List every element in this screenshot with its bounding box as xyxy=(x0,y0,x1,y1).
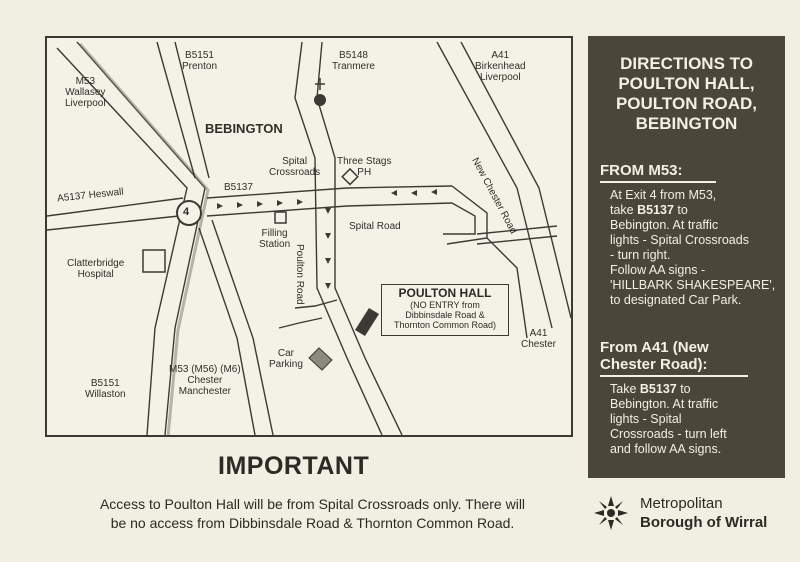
directions-panel xyxy=(588,36,785,478)
direction-line: Follow AA signs - xyxy=(610,263,706,277)
road-network xyxy=(47,38,571,435)
from-a41-directions xyxy=(610,382,727,457)
filling-station-label: Filling Station xyxy=(259,228,291,250)
direction-line: Crossroads - turn left xyxy=(610,427,727,441)
wirral-council-logo-icon xyxy=(592,494,630,532)
direction-line: 'HILLBARK SHAKESPEARE', xyxy=(610,278,776,292)
poulton-hall-pointer-icon xyxy=(355,308,379,336)
from-a41-underline xyxy=(600,375,748,377)
council-name-line2: Borough of Wirral xyxy=(640,514,768,531)
direction-line: Take B5137 to xyxy=(610,382,691,396)
new-chester-road-label: New Chester Road xyxy=(469,156,519,236)
council-name-line1: Metropolitan xyxy=(640,495,723,512)
junction-4-label: 4 xyxy=(183,206,190,218)
direction-line: lights - Spital Crossroads xyxy=(610,233,749,247)
from-m53-heading: FROM M53: xyxy=(600,162,683,179)
b5151-north-label: B5151 Prenton xyxy=(182,50,218,72)
direction-line: Bebington. At traffic xyxy=(610,397,719,411)
b5137-label: B5137 xyxy=(224,182,253,193)
from-m53-underline xyxy=(600,181,716,183)
direction-line: At Exit 4 from M53, xyxy=(610,188,717,202)
direction-line: and follow AA signs. xyxy=(610,442,722,456)
b5148-label: B5148 Tranmere xyxy=(332,50,375,72)
direction-line: to designated Car Park. xyxy=(610,293,742,307)
m53-south-label: M53 (M56) (M6) Chester Manchester xyxy=(169,364,241,397)
a41-north-label: A41 Birkenhead Liverpool xyxy=(475,50,526,83)
hospital-icon xyxy=(143,250,165,272)
clatterbridge-label: Clatterbridge Hospital xyxy=(67,258,125,280)
filling-station-icon xyxy=(275,212,286,223)
poulton-hall-note-line: Thornton Common Road) xyxy=(393,320,497,330)
b5151-south-label: B5151 Willaston xyxy=(85,378,126,400)
important-heading: IMPORTANT xyxy=(218,452,370,480)
poulton-hall-callout xyxy=(381,284,509,336)
council-name xyxy=(640,494,767,532)
location-map xyxy=(45,36,573,437)
from-m53-directions xyxy=(610,188,775,308)
poulton-hall-note-line: (NO ENTRY from xyxy=(410,300,480,310)
spital-road-label: Spital Road xyxy=(349,221,401,232)
church-icon xyxy=(314,94,326,106)
poulton-hall-title: POULTON HALL xyxy=(398,286,492,300)
bebington-label: BEBINGTON xyxy=(205,121,283,136)
a5137-heswall-label: A5137 Heswall xyxy=(56,186,125,205)
m53-north-label: M53 Wallasey Liverpool xyxy=(65,76,106,109)
direction-line: take B5137 to xyxy=(610,203,688,217)
direction-line: - turn right. xyxy=(610,248,671,262)
car-park-icon xyxy=(309,348,332,370)
direction-line: lights - Spital xyxy=(610,412,682,426)
car-parking-label: Car Parking xyxy=(269,348,303,370)
direction-line: Bebington. At traffic xyxy=(610,218,719,232)
poulton-road-label: Poulton Road xyxy=(294,244,305,305)
a41-south-label: A41 Chester xyxy=(521,328,557,350)
access-notice: Access to Poulton Hall will be from Spital Crossroads only. There will be no access from Dibbinsdale Road & Thornton Common Road. xyxy=(99,496,526,531)
spital-crossroads-label: Spital Crossroads xyxy=(269,156,321,178)
three-stags-label: Three Stags PH xyxy=(337,156,392,178)
from-a41-heading: From A41 (New Chester Road): xyxy=(600,339,709,373)
poulton-hall-note-line: Dibbinsdale Road & xyxy=(405,310,485,320)
panel-title: DIRECTIONS TO POULTON HALL, POULTON ROAD, BEBINGTON xyxy=(615,54,758,133)
